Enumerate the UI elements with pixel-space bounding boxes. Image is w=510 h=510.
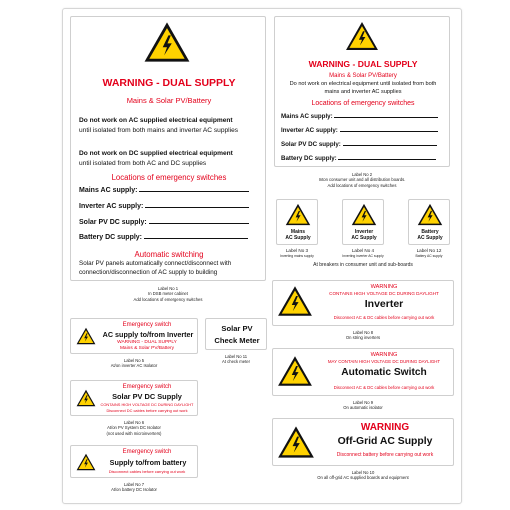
label-12-line2: AC Supply — [417, 235, 443, 242]
label-3-line2: AC Supply — [285, 235, 311, 242]
label-4-number: Label No 4 — [351, 248, 375, 253]
label-5-caption — [70, 358, 198, 369]
label-1-location: In DSB meter cabinet — [148, 291, 188, 297]
label-7 — [70, 445, 198, 478]
label-8-caption — [272, 330, 454, 341]
label-1-dc-warning — [79, 149, 263, 169]
label-3-line1: Mains — [290, 229, 306, 235]
label-2-instruction: Add locations of emergency switches — [327, 182, 397, 188]
label-1-instruction: Add locations of emergency switches — [133, 296, 203, 302]
label-2-field-battery — [281, 155, 436, 162]
label-2-number: Label No 2 — [351, 172, 373, 177]
label-9 — [272, 348, 454, 396]
label-10-title: Off-Grid AC Supply — [337, 436, 433, 447]
label-1-ac-warning — [79, 116, 263, 136]
label-4-line2: AC Supply — [351, 235, 377, 242]
write-line — [139, 191, 249, 192]
label-2-field-inverter — [281, 127, 438, 134]
label-2-field-pv-label: Solar PV DC supply: — [281, 141, 341, 148]
label-11-location: At check meter — [222, 359, 250, 365]
label-1-dc-warning-rest: until isolated from both AC and DC supplies — [79, 160, 207, 167]
label-8 — [272, 280, 454, 326]
label-10 — [272, 418, 454, 466]
high-voltage-warning-icon — [345, 21, 379, 51]
high-voltage-warning-icon — [76, 327, 96, 345]
label-5-number: Label No 5 — [123, 358, 145, 363]
label-1-field-pv — [79, 219, 249, 226]
label-3-caption — [268, 248, 326, 260]
label-7-sub1: Disconnect cables before carrying out work — [108, 469, 186, 474]
label-1-field-inverter — [79, 203, 249, 210]
label-11-number: Label No 11 — [224, 354, 248, 359]
label-12 — [408, 199, 450, 245]
label-1-auto-heading: Automatic switching — [134, 250, 204, 259]
high-voltage-warning-icon — [285, 203, 311, 226]
label-5 — [70, 318, 198, 354]
label-12-caption — [400, 248, 458, 260]
label-9-caption — [272, 400, 454, 411]
label-10-location: On all off-grid AC supplied boards and equipment — [317, 475, 409, 481]
small-labels-note: At breakers in consumer unit and sub-boards — [313, 262, 413, 268]
label-10-number: Label No 10 — [351, 470, 375, 475]
label-7-number: Label No 7 — [123, 482, 145, 487]
label-2-text: Do not work on electrical equipment until isolated from both mains and inverter AC supplies — [289, 81, 437, 95]
label-11-line1: Solar PV — [221, 324, 253, 333]
label-4-caption — [334, 248, 392, 260]
label-5-sub1: WARNING - DUAL SUPPLY — [117, 340, 177, 345]
label-1-field-pv-label: Solar PV DC supply: — [79, 219, 147, 226]
high-voltage-warning-icon — [351, 203, 377, 226]
label-4-location: Inverting inverter AC supply — [342, 254, 384, 259]
label-10-note: Disconnect battery before carrying out work — [336, 452, 434, 458]
label-11-caption — [200, 354, 272, 365]
label-2-field-inverter-label: Inverter AC supply: — [281, 127, 338, 134]
label-7-location: At/on battery DC Isolator — [111, 487, 157, 493]
label-2-field-mains-label: Mains AC supply: — [281, 113, 333, 120]
label-2-subtitle: Mains & Solar PV/Battery — [329, 73, 397, 79]
label-6-note: (not used with microinverters) — [106, 430, 162, 436]
label-9-title: Automatic Switch — [341, 367, 427, 378]
write-line — [145, 207, 249, 208]
label-9-warning: WARNING — [370, 352, 398, 358]
label-1-field-mains-label: Mains AC supply: — [79, 187, 138, 194]
write-line — [149, 223, 249, 224]
label-1-field-battery-label: Battery DC supply: — [79, 234, 143, 241]
label-12-line1: Battery — [421, 229, 439, 235]
label-8-number: Label No 8 — [352, 330, 374, 335]
label-6-number: Label No 6 — [123, 420, 145, 425]
high-voltage-warning-icon — [143, 21, 191, 63]
label-6-sub2: Disconnect DC cables before carrying out work — [106, 408, 188, 413]
label-6-heading: Emergency switch — [122, 384, 172, 390]
high-voltage-warning-icon — [417, 203, 443, 226]
label-5-sub2: Mains & Solar PV/Battery — [119, 346, 175, 351]
label-1-field-mains — [79, 187, 249, 194]
label-2 — [274, 16, 450, 167]
write-line — [334, 117, 438, 118]
label-2-location: Inton consumer unit and all distribution boards. — [318, 177, 406, 183]
label-1-subtitle: Mains & Solar PV/Battery — [126, 96, 212, 105]
label-9-sub: MAY CONTAIN HIGH VOLTAGE DC DURING DAYLIGHT — [327, 359, 441, 364]
high-voltage-warning-icon — [76, 453, 96, 471]
label-11-text — [206, 323, 267, 347]
label-2-caption — [274, 172, 450, 188]
label-11-line2: Check Meter — [214, 336, 260, 345]
label-1 — [70, 16, 266, 281]
label-8-title: Inverter — [364, 298, 404, 310]
label-1-ac-warning-bold: Do not work on AC supplied electrical equipment — [79, 117, 233, 124]
label-5-title: AC supply to/from Inverter — [102, 330, 194, 339]
label-1-caption — [70, 286, 266, 302]
label-3 — [276, 199, 318, 245]
label-2-field-battery-label: Battery DC supply: — [281, 155, 337, 162]
label-3-number: Label No 3 — [285, 248, 309, 253]
label-12-number: Label No 12 — [416, 248, 442, 253]
label-6 — [70, 380, 198, 416]
write-line — [338, 159, 436, 160]
label-6-caption — [70, 420, 198, 436]
label-1-field-inverter-label: Inverter AC supply: — [79, 203, 144, 210]
write-line — [343, 145, 437, 146]
high-voltage-warning-icon — [277, 355, 313, 387]
label-8-note: Disconnect AC & DC cables before carrying out work — [333, 315, 435, 320]
label-9-note: Disconnect AC & DC cables before carrying out work — [333, 385, 435, 390]
write-line — [144, 238, 248, 239]
label-2-title: WARNING - DUAL SUPPLY — [308, 59, 418, 69]
label-8-location: On string inverters — [345, 335, 381, 341]
label-7-caption — [70, 482, 198, 493]
label-7-title: Supply to/from battery — [109, 458, 187, 467]
label-1-dc-warning-bold: Do not work on DC supplied electrical equipment — [79, 150, 233, 157]
label-2-locations-heading: Locations of emergency switches — [311, 100, 415, 107]
label-9-location: On automatic isolator — [343, 405, 383, 411]
label-1-field-battery — [79, 234, 248, 241]
label-1-locations-heading: Locations of emergency switches — [111, 173, 227, 182]
label-6-sub1: CONTAINS HIGH VOLTAGE DC DURING DAYLIGHT — [100, 402, 194, 407]
label-8-warning: WARNING — [370, 284, 398, 290]
label-5-heading: Emergency switch — [122, 322, 172, 328]
label-12-text — [409, 229, 450, 242]
label-1-title: WARNING - DUAL SUPPLY — [102, 77, 236, 89]
high-voltage-warning-icon — [76, 389, 96, 407]
label-6-title: Solar PV DC Supply — [112, 392, 182, 401]
write-line — [340, 131, 438, 132]
label-8-sub: CONTAINS HIGH VOLTAGE DC DURING DAYLIGHT — [329, 291, 439, 296]
label-6-location: At/on PV System DC Isolator — [107, 425, 161, 431]
label-4-text — [343, 229, 384, 242]
label-1-ac-warning-rest: until isolated from both mains and inverter AC supplies — [79, 127, 239, 134]
label-10-warning: WARNING — [360, 422, 410, 433]
label-9-number: Label No 9 — [352, 400, 374, 405]
label-1-number: Label No 1 — [157, 286, 179, 291]
label-12-location: Battery AC supply — [415, 254, 443, 259]
label-5-location: At/on inverter AC Isolator — [110, 363, 158, 369]
label-11 — [205, 318, 267, 350]
label-10-caption — [272, 470, 454, 481]
label-2-field-pv — [281, 141, 437, 148]
high-voltage-warning-icon — [277, 285, 313, 317]
label-1-auto-text: Solar PV panels automatically connect/disconnect with connection/disconnection of AC supply to building — [79, 260, 232, 276]
label-3-text — [277, 229, 318, 242]
label-4-line1: Inverter — [354, 229, 374, 235]
label-4 — [342, 199, 384, 245]
label-7-heading: Emergency switch — [122, 449, 172, 455]
label-3-location: Inverting mains supply — [280, 254, 314, 259]
label-2-field-mains — [281, 113, 438, 120]
high-voltage-warning-icon — [277, 425, 315, 459]
